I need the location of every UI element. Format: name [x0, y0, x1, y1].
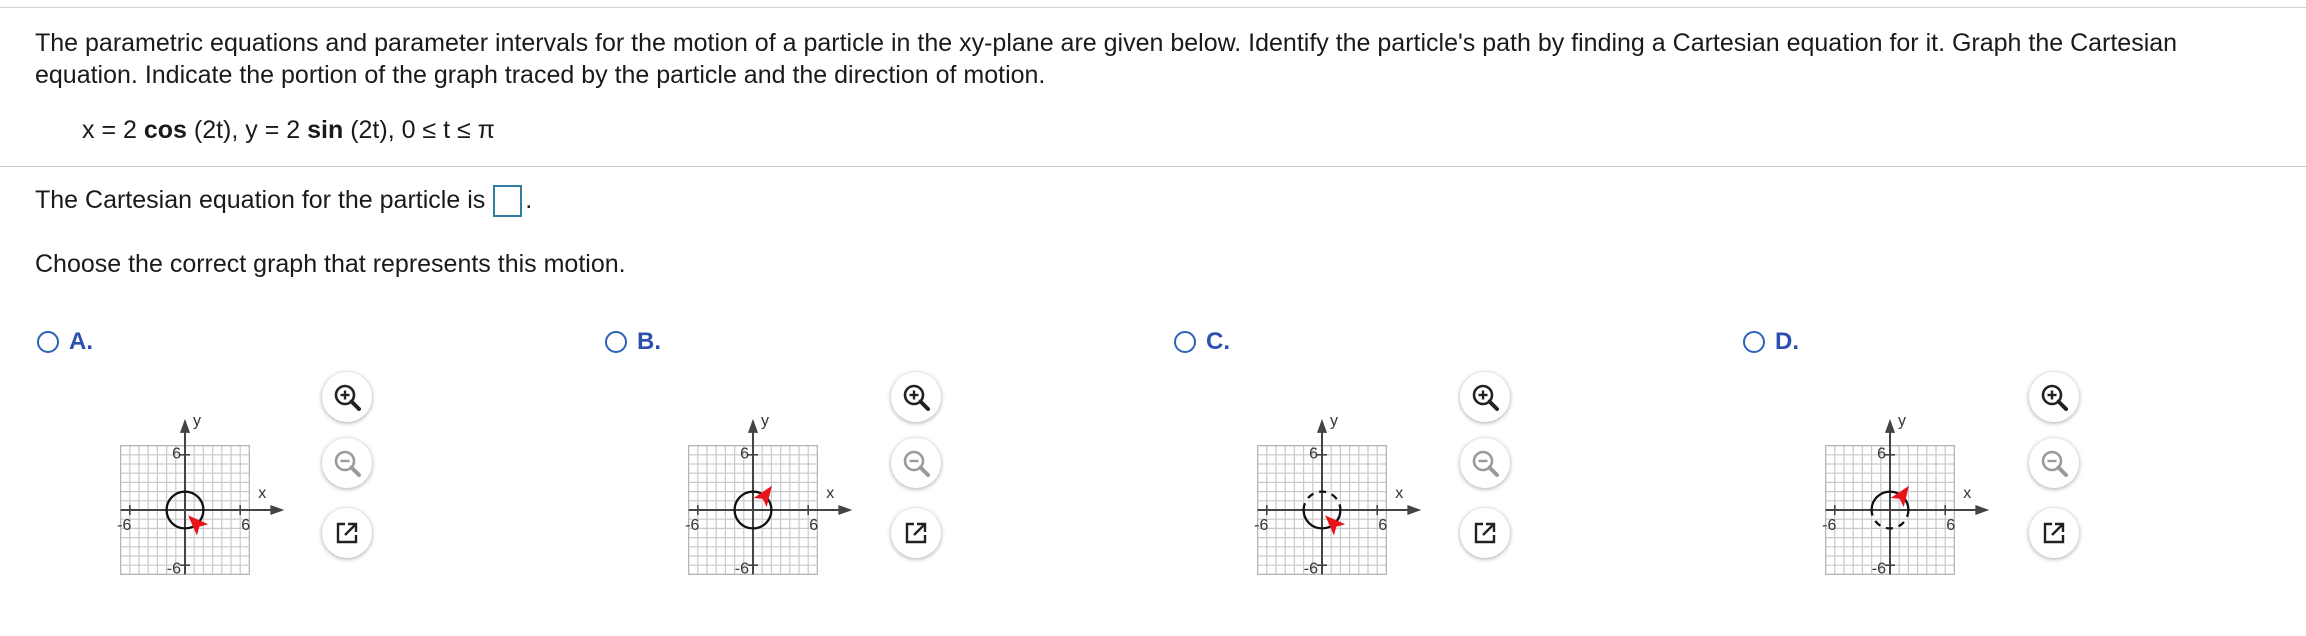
- popout-button-d[interactable]: [2029, 508, 2079, 558]
- option-d-label: D.: [1775, 328, 1799, 355]
- y-tick-label-min: -6: [1871, 560, 1886, 578]
- x-axis-arrow: [838, 505, 852, 515]
- x-axis-arrow: [270, 505, 284, 515]
- y-axis-label: y: [761, 412, 769, 430]
- x-axis-arrow: [1407, 505, 1421, 515]
- x-axis-label: x: [1395, 485, 1404, 502]
- question-prompt: The parametric equations and parameter intervals for the motion of a particle in the xy-plane are given below. Identify the particle's path by finding a Cartesian equation for it. Graph the Cartesian equation. Indicate the portion of the graph traced by the particle and the direction of motion.: [35, 29, 2178, 89]
- choose-prompt: Choose the correct graph that represents this motion.: [35, 250, 626, 278]
- popout-icon: [332, 518, 362, 548]
- y-tick-label-max: 6: [1877, 445, 1886, 463]
- section-divider: [0, 166, 2306, 167]
- x-tick-label-min: -6: [685, 517, 700, 534]
- top-divider: [0, 7, 2306, 8]
- x-tick-label-min: -6: [1822, 517, 1837, 534]
- zoom-in-button-d[interactable]: [2029, 372, 2079, 422]
- zoom-in-button-a[interactable]: [322, 372, 372, 422]
- y-tick-label-max: 6: [740, 445, 749, 463]
- y-axis-arrow: [748, 419, 758, 433]
- option-c-radio[interactable]: [1174, 331, 1196, 353]
- answer-line: [35, 183, 532, 217]
- direction-arrow: [1892, 483, 1914, 506]
- direction-arrow-head: [1892, 483, 1914, 506]
- answer-suffix: .: [525, 186, 533, 214]
- zoom-in-button-b[interactable]: [891, 372, 941, 422]
- direction-arrow: [755, 483, 777, 506]
- y-tick-label-max: 6: [172, 445, 181, 463]
- x-tick-label-max: 6: [1378, 517, 1388, 534]
- zoom-out-icon: [900, 447, 932, 479]
- parametric-equation: x = 2 cos (2t), y = 2 sin (2t), 0 ≤ t ≤ π: [82, 116, 495, 144]
- x-tick-label-min: -6: [117, 517, 132, 534]
- y-tick-label-min: -6: [1303, 560, 1318, 578]
- answer-prefix: The Cartesian equation for the particle is: [35, 186, 486, 214]
- y-tick-label-min: -6: [734, 560, 749, 578]
- popout-icon: [901, 518, 931, 548]
- y-axis-arrow: [1317, 419, 1327, 433]
- y-axis-arrow: [1885, 419, 1895, 433]
- graph-option-b: [648, 372, 888, 604]
- popout-icon: [1470, 518, 1500, 548]
- x-tick-label-max: 6: [241, 517, 251, 534]
- option-d[interactable]: [1743, 328, 1799, 356]
- y-tick-label-max: 6: [1309, 445, 1318, 463]
- answer-input[interactable]: [493, 185, 522, 217]
- popout-button-c[interactable]: [1460, 508, 1510, 558]
- option-a-label: A.: [69, 328, 93, 355]
- zoom-out-button-a[interactable]: [322, 438, 372, 488]
- x-axis-label: x: [826, 485, 835, 502]
- zoom-out-icon: [1469, 447, 1501, 479]
- x-axis-label: x: [1963, 485, 1972, 502]
- zoom-in-icon: [2038, 381, 2070, 413]
- graph-option-d: [1785, 372, 2025, 604]
- x-tick-label-max: 6: [809, 517, 819, 534]
- option-c-label: C.: [1206, 328, 1230, 355]
- y-axis-arrow: [180, 419, 190, 433]
- option-a-radio[interactable]: [37, 331, 59, 353]
- y-axis-label: y: [1898, 412, 1906, 430]
- popout-icon: [2039, 518, 2069, 548]
- zoom-in-icon: [1469, 381, 1501, 413]
- y-axis-label: y: [193, 412, 201, 430]
- option-b[interactable]: [605, 328, 661, 356]
- direction-arrow-head: [755, 483, 777, 506]
- zoom-in-button-c[interactable]: [1460, 372, 1510, 422]
- y-tick-label-min: -6: [166, 560, 181, 578]
- zoom-out-button-b[interactable]: [891, 438, 941, 488]
- option-a[interactable]: [37, 328, 93, 356]
- y-axis-label: y: [1330, 412, 1338, 430]
- x-tick-label-max: 6: [1946, 517, 1956, 534]
- graph-option-c: [1217, 372, 1457, 604]
- zoom-out-button-d[interactable]: [2029, 438, 2079, 488]
- zoom-out-icon: [331, 447, 363, 479]
- option-c[interactable]: [1174, 328, 1230, 356]
- option-b-label: B.: [637, 328, 661, 355]
- zoom-out-icon: [2038, 447, 2070, 479]
- zoom-in-icon: [331, 381, 363, 413]
- x-axis-arrow: [1975, 505, 1989, 515]
- option-b-radio[interactable]: [605, 331, 627, 353]
- x-tick-label-min: -6: [1254, 517, 1269, 534]
- x-axis-label: x: [258, 485, 267, 502]
- popout-button-a[interactable]: [322, 508, 372, 558]
- graph-option-a: [80, 372, 320, 604]
- option-d-radio[interactable]: [1743, 331, 1765, 353]
- zoom-out-button-c[interactable]: [1460, 438, 1510, 488]
- zoom-in-icon: [900, 381, 932, 413]
- popout-button-b[interactable]: [891, 508, 941, 558]
